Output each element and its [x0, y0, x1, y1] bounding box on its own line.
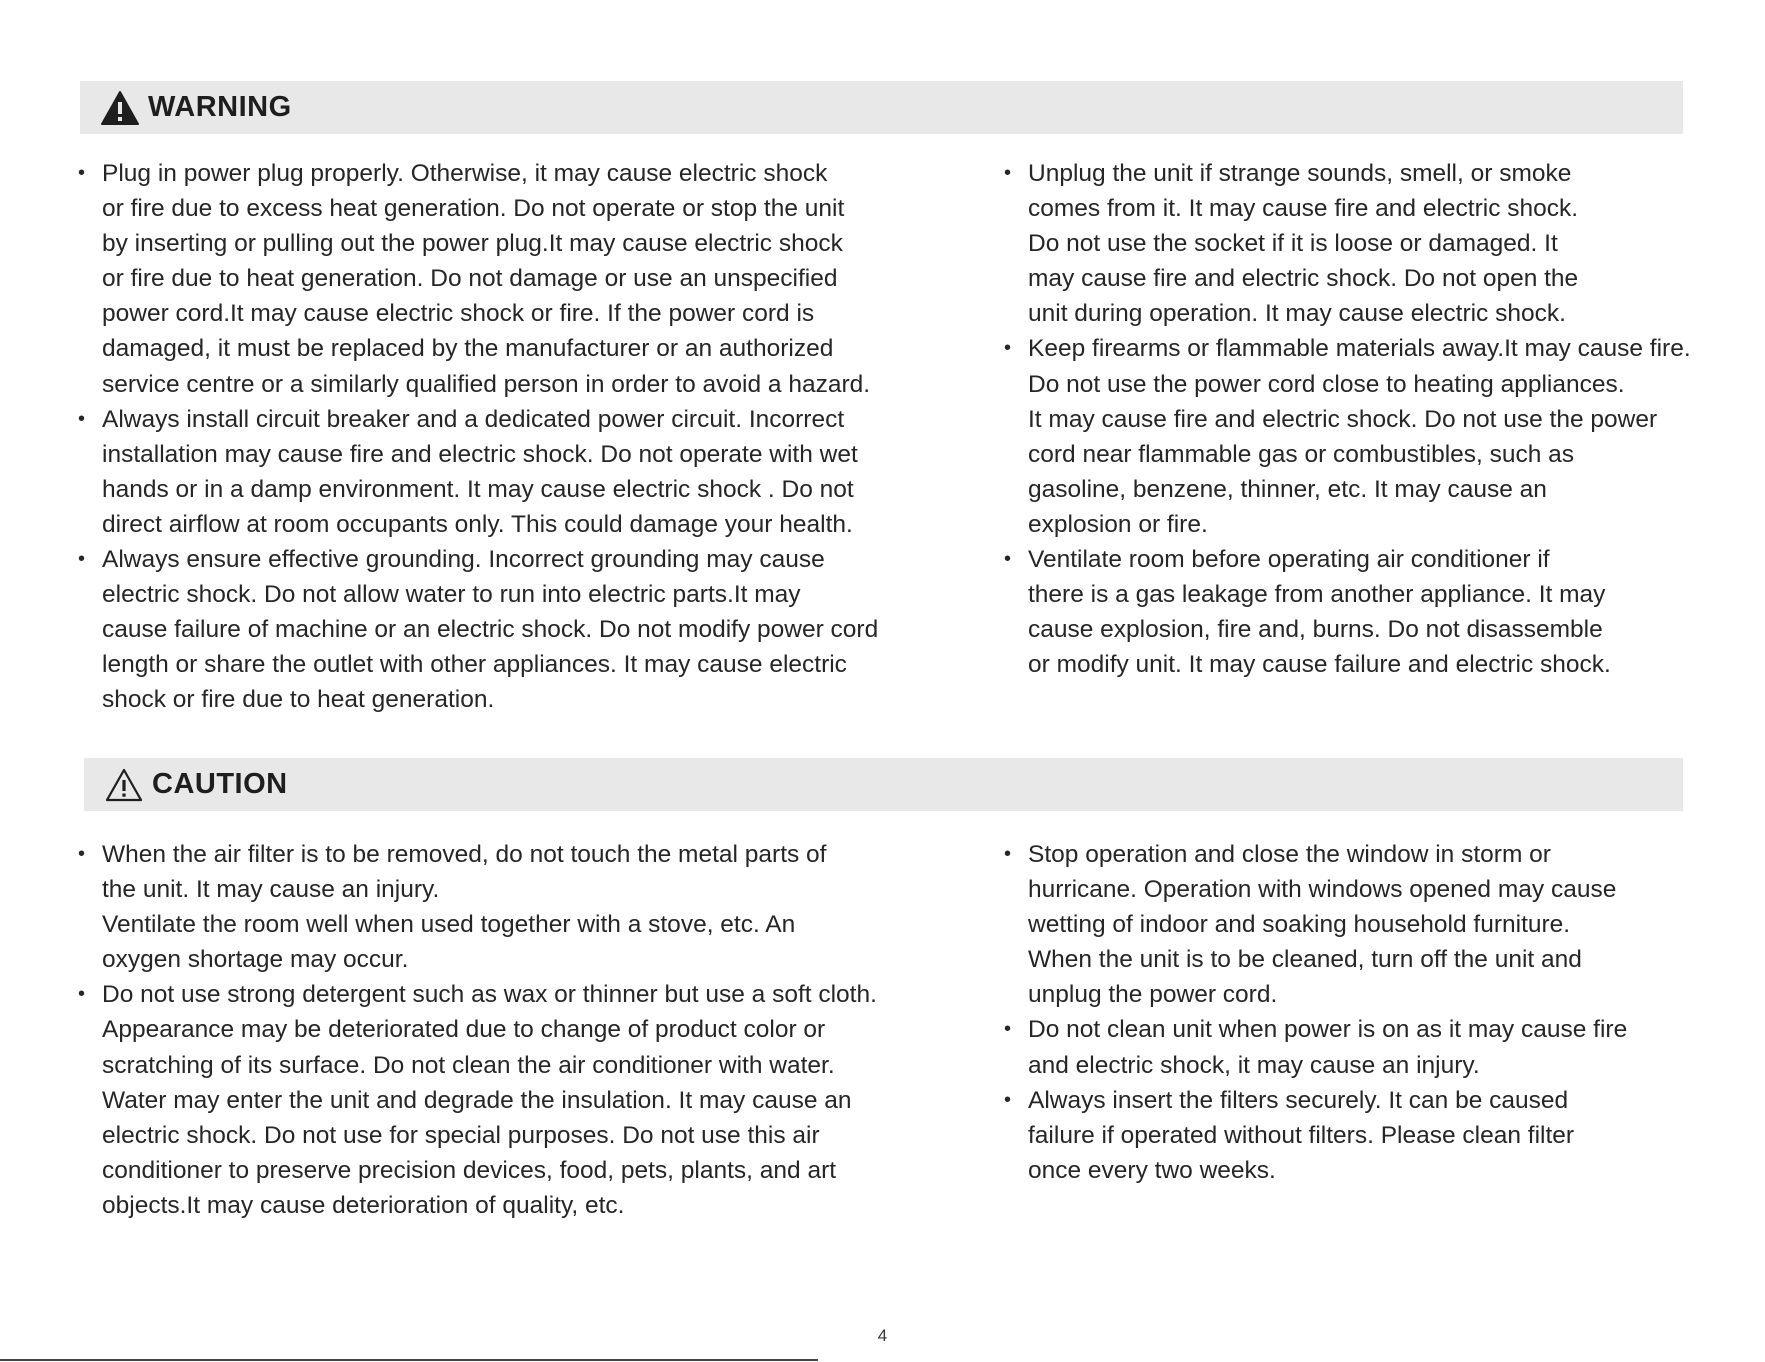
- bullet-text-line: cause failure of machine or an electric shock. Do not modify power cord: [102, 616, 879, 644]
- bullet-text-line: • Unplug the unit if strange sounds, smell, or smoke: [1028, 160, 1572, 187]
- bullet-item: [80, 156, 1000, 402]
- caution-left-list: [80, 837, 1000, 1223]
- warning-title: WARNING: [148, 91, 292, 123]
- bullet-text-line: or fire due to heat generation. Do not damage or use an unspecified: [102, 265, 838, 293]
- footer-divider: [0, 1359, 818, 1361]
- bullet-text-line: gasoline, benzene, thinner, etc. It may cause an: [1028, 475, 1547, 503]
- bullet-text-line: • Plug in power plug properly. Otherwise, it may cause electric shock: [102, 160, 828, 187]
- bullet-item: [80, 837, 1000, 977]
- warning-left-list: [80, 156, 1000, 718]
- page-number: 4: [877, 1326, 888, 1345]
- bullet-text-line: • Ventilate room before operating air conditioner if: [1028, 546, 1550, 574]
- bullet-text-line: cause explosion, fire and, burns. Do not disassemble: [1028, 616, 1603, 644]
- bullet-item: [80, 542, 1000, 717]
- bullet-text-line: cord near flammable gas or combustibles, such as: [1028, 440, 1575, 468]
- bullet-text-line: installation may cause fire and electric shock. Do not operate with wet: [102, 440, 858, 468]
- bullet-text-line: comes from it. It may cause fire and electric shock.: [1028, 195, 1579, 223]
- bullet-text-line: power cord.It may cause electric shock or fire. If the power cord is: [102, 300, 815, 328]
- bullet-text-line: • Always ensure effective grounding. Incorrect grounding may cause: [102, 546, 825, 574]
- bullet-text-line: and electric shock, it may cause an injury.: [1028, 1051, 1480, 1079]
- bullet-item: [1006, 331, 1761, 542]
- bullet-text-line: Do not use the socket if it is loose or damaged. It: [1028, 230, 1558, 258]
- bullet-text-line: When the unit is to be cleaned, turn off the unit and: [1028, 946, 1582, 974]
- bullet-text-line: • Always install circuit breaker and a dedicated power circuit. Incorrect: [102, 405, 845, 433]
- bullet-text-line: shock or fire due to heat generation.: [102, 686, 495, 714]
- bullet-text-line: hands or in a damp environment. It may cause electric shock . Do not: [102, 475, 854, 503]
- bullet-text-line: • When the air filter is to be removed, do not touch the metal parts of: [102, 841, 827, 868]
- bullet-text-line: • Always insert the filters securely. It can be caused: [1028, 1086, 1569, 1114]
- bullet-text-line: Water may enter the unit and degrade the insulation. It may cause an: [102, 1086, 852, 1114]
- bullet-text-line: unit during operation. It may cause electric shock.: [1028, 300, 1566, 328]
- bullet-item: [80, 977, 1000, 1223]
- bullet-text-line: oxygen shortage may occur.: [102, 946, 409, 974]
- bullet-text-line: service centre or a similarly qualified person in order to avoid a hazard.: [102, 370, 871, 398]
- bullet-text-line: damaged, it must be replaced by the manufacturer or an authorized: [102, 335, 834, 363]
- bullet-text-line: hurricane. Operation with windows opened may cause: [1028, 876, 1617, 904]
- bullet-text-line: Appearance may be deteriorated due to change of product color or: [102, 1016, 826, 1044]
- caution-header: [84, 758, 1683, 811]
- bullet-text-line: scratching of its surface. Do not clean the air conditioner with water.: [102, 1051, 835, 1079]
- bullet-text-line: failure if operated without filters. Please clean filter: [1028, 1121, 1575, 1149]
- bullet-text-line: • Do not clean unit when power is on as it may cause fire: [1028, 1016, 1628, 1044]
- bullet-text-line: the unit. It may cause an injury.: [102, 876, 440, 904]
- bullet-text-line: length or share the outlet with other appliances. It may cause electric: [102, 651, 847, 679]
- warning-icon: [100, 90, 140, 126]
- warning-header: [80, 81, 1683, 134]
- bullet-text-line: • Keep firearms or flammable materials away.It may cause fire.: [1028, 335, 1691, 363]
- bullet-text-line: electric shock. Do not allow water to run into electric parts.It may: [102, 581, 801, 609]
- bullet-text-line: explosion or fire.: [1028, 510, 1208, 538]
- bullet-item: [1006, 837, 1761, 1012]
- bullet-item: [80, 402, 1000, 542]
- bullet-text-line: It may cause fire and electric shock. Do not use the power: [1028, 405, 1658, 433]
- caution-icon: [104, 767, 144, 803]
- caution-title: CAUTION: [152, 768, 288, 800]
- bullet-text-line: objects.It may cause deterioration of quality, etc.: [102, 1191, 625, 1219]
- bullet-text-line: or fire due to excess heat generation. Do not operate or stop the unit: [102, 195, 845, 223]
- bullet-text-line: conditioner to preserve precision devices, food, pets, plants, and art: [102, 1156, 837, 1184]
- bullet-text-line: • Stop operation and close the window in storm or: [1028, 841, 1551, 868]
- bullet-text-line: wetting of indoor and soaking household furniture.: [1028, 911, 1571, 939]
- bullet-text-line: by inserting or pulling out the power plug.It may cause electric shock: [102, 230, 843, 258]
- bullet-text-line: • Do not use strong detergent such as wax or thinner but use a soft cloth.: [102, 981, 877, 1009]
- bullet-item: [1006, 542, 1761, 682]
- bullet-text-line: electric shock. Do not use for special purposes. Do not use this air: [102, 1121, 820, 1149]
- bullet-text-line: may cause fire and electric shock. Do not open the: [1028, 265, 1579, 293]
- caution-right-list: [1006, 837, 1761, 1188]
- warning-right-list: [1006, 156, 1761, 682]
- bullet-text-line: unplug the power cord.: [1028, 981, 1278, 1009]
- bullet-text-line: direct airflow at room occupants only. This could damage your health.: [102, 510, 853, 538]
- bullet-item: [1006, 156, 1761, 331]
- bullet-text-line: once every two weeks.: [1028, 1156, 1276, 1184]
- bullet-item: [1006, 1083, 1761, 1188]
- bullet-text-line: or modify unit. It may cause failure and electric shock.: [1028, 651, 1611, 679]
- bullet-text-line: there is a gas leakage from another appliance. It may: [1028, 581, 1606, 609]
- bullet-item: [1006, 1012, 1761, 1082]
- bullet-text-line: Do not use the power cord close to heating appliances.: [1028, 370, 1625, 398]
- bullet-text-line: Ventilate the room well when used together with a stove, etc. An: [102, 911, 796, 939]
